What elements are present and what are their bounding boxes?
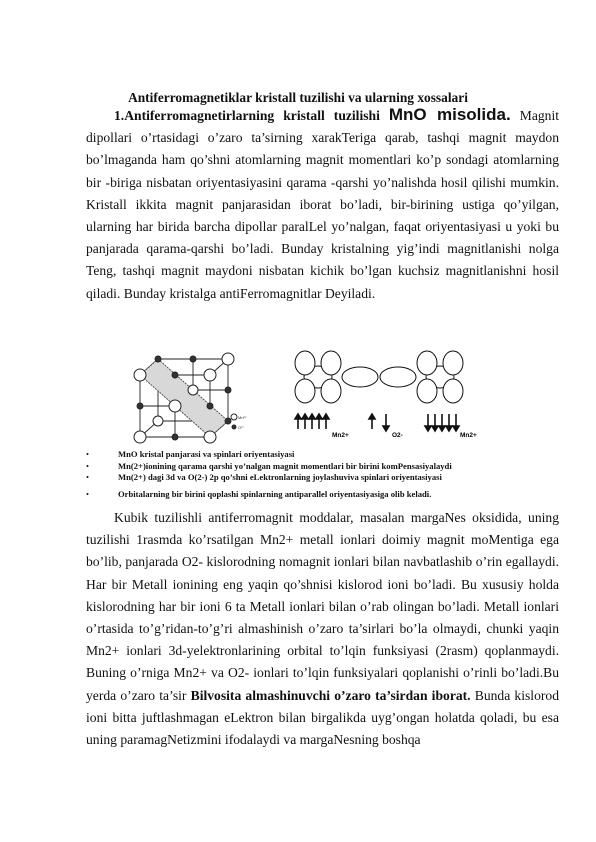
bullet-marker: •	[86, 488, 90, 499]
paragraph-2	[86, 507, 559, 751]
bullet-text: Orbitalarning bir birini qoplashi spinlarning antiparallel oriyentasiyasiga olib keladi.	[118, 488, 432, 499]
figure	[110, 345, 550, 445]
paragraph-2-text: Kubik tuzilishli antiferromagnit moddalar, masalan margaNes oksidida, uning tuzilishi 1rasmda ko’rsatilgan Mn2+ metall ionlari doimiy magnit moMentiga ega bo’lib, panjarada O2- kislorodning nomagnit ionlari bilan navbatlashib o’rin egallaydi. Har bir Metall ionining eng yaqin qo’shnisi kislorod ioni bo’ladi. Bu xususiy holda kislorodning har bir ioni 6 ta Metall ionlari bilan o’rab olingan bo’ladi. Metall ionlari o’rtasida to’g’ridan-to’g’ri almashinish o’zaro ta’sirlari bo’la olmaydi, chunki yaqin Mn2+ ionlari 3d-yelektronlarining orbital to’lqin funksiyasi (2rasm) qoplanmaydi. Buning o’rniga Mn2+ va O2- ionlari to’lqin funksiyalari qoplanishi o’rinli bo’ladi.Bu yerda o’zaro ta’sir	[86, 510, 559, 703]
bullet-marker: •	[86, 449, 90, 459]
page-title: Antiferromagnetiklar kristall tuzilishi va ularning xossalari	[128, 90, 468, 105]
caption-list	[86, 449, 566, 500]
lattice-legend-o: O²⁻	[238, 425, 245, 430]
paragraph-2-bold: Bilvosita almashinuvchi o’zaro ta’sirdan iborat.	[190, 687, 471, 703]
bullet-text: MnO kristal panjarasi va spinlari oriyentasiyasi	[118, 449, 295, 459]
paragraph-1-text: Magnit dipollari o’rtasidagi o’zaro ta’sirning xarakTeriga qarab, tashqi magnit maydon bo’lmaganda ham qo’shni atomlarning magnit momentlari ko’p sondagi atomlarning bir -biriga nisbatan oriyentasiyasini qarama -qarshi yo’nalishda hosil qilishi mumkin. Kristall ikkita magnit panjarasidan iborat bo’ladi, bir-birining ustiga qo’yilgan, ularning har birida barcha dipollar paralLel yo’nalgan, faqat oriyentasiyasi u yoki bu panjarada qarama-qarshi bo’ladi. Bunday kristalning yig’indi magnitlanishi nolga Teng, tashqi magnit maydoni nisbatan kichik bo’lgan kuchsiz magnitlanishni hosil qiladi. Bunday kristalga antiFerromagnitlar Deyiladi.	[86, 108, 559, 301]
paragraph-2-text-end: Bunda kislorod ioni bitta juftlashmagan eLektron bilan birgalikda uyg’ongan holatda qoladi, bu esa uning paramagNetizmini ifodalaydi va margaNesning boshqa	[86, 687, 559, 748]
list-item	[86, 461, 566, 473]
list-item	[86, 472, 566, 484]
bullet-text: Mn(2+) dagi 3d va O(2-) 2p qo’shni eLektronlarning joylashuviva spinlari oriyentasiyasi	[118, 472, 442, 482]
list-item	[86, 489, 566, 501]
mno-lattice-diagram	[134, 353, 237, 443]
lattice-legend-mn: Mn²⁺	[238, 415, 247, 420]
bullet-marker: •	[86, 472, 90, 482]
paragraph-1-formula: MnO misolida.	[388, 105, 511, 124]
spin-arrows	[295, 414, 459, 431]
paragraph-1-lead: 1.Antiferromagnetirlarning kristall tuzilishi	[114, 108, 389, 123]
bullet-marker: •	[86, 460, 90, 471]
orbital-diagram	[295, 351, 463, 403]
paragraph-1	[86, 104, 559, 305]
label-o: O2-	[392, 432, 403, 439]
bullet-text: Mn(2+)ionining qarama qarshi yo’nalgan magnit momentlari bir birini komPensasiyalaydi	[118, 460, 452, 471]
label-mn-right: Mn2+	[460, 432, 477, 439]
list-item	[86, 449, 566, 461]
label-mn-left: Mn2+	[332, 432, 349, 439]
